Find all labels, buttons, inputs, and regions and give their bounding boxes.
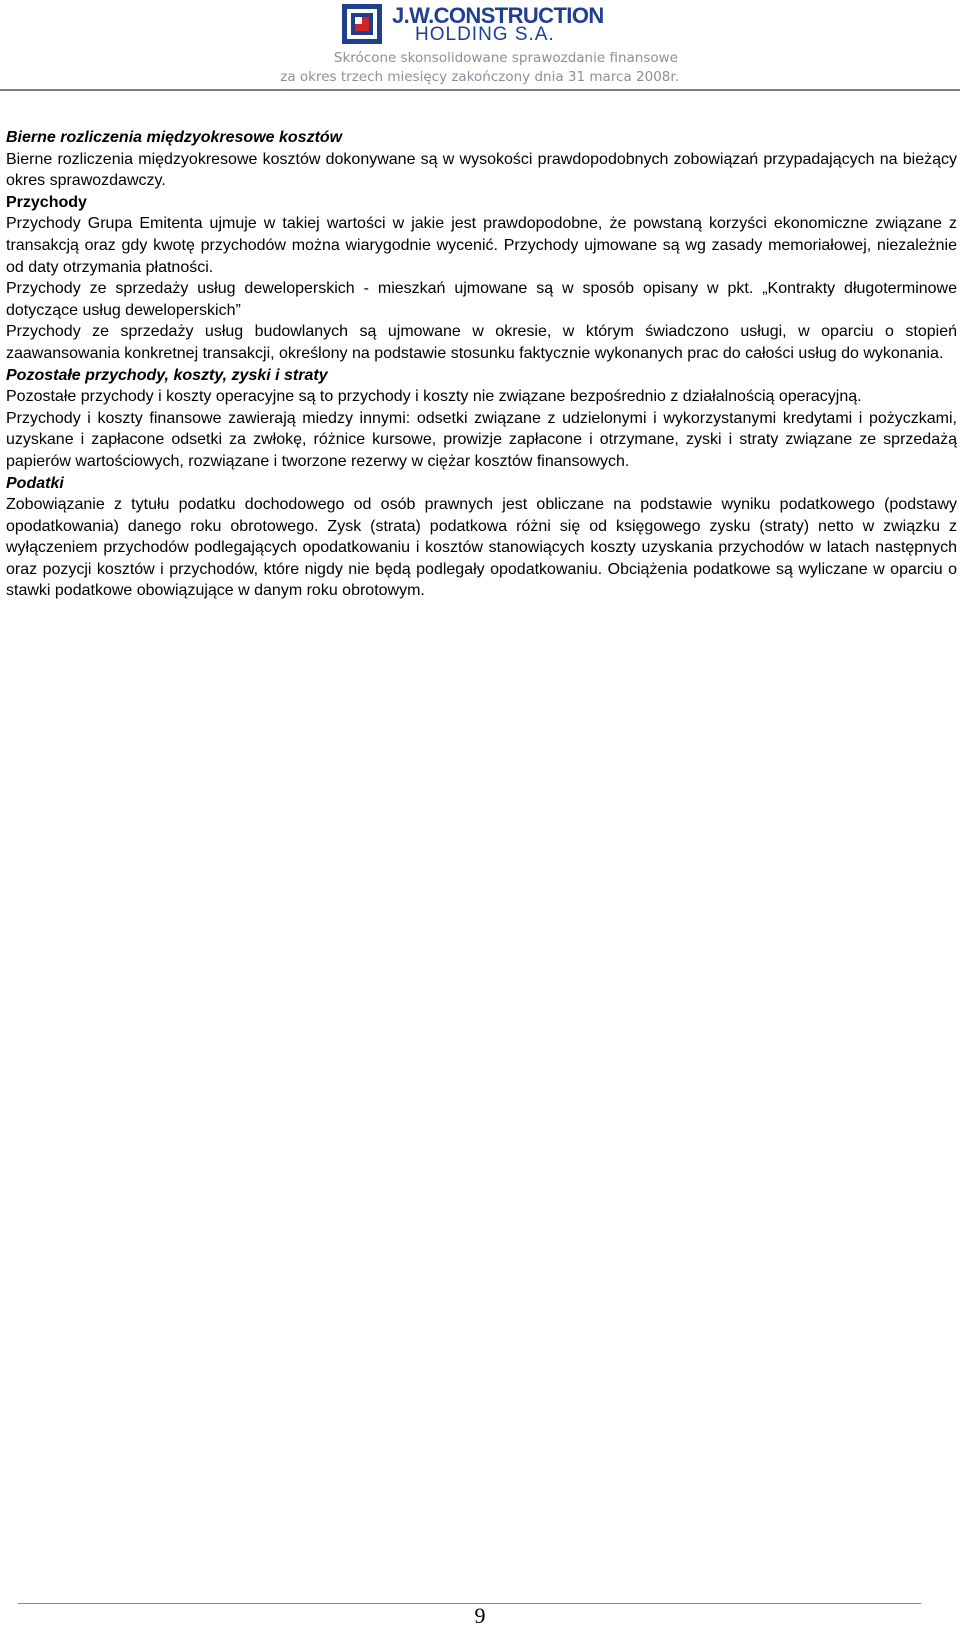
report-title: Skrócone skonsolidowane sprawozdanie finansowe	[333, 50, 678, 66]
paragraph-taxes: Zobowiązanie z tytułu podatku dochodowego od osób prawnych jest obliczane na podstawie wyniku podatkowego (podstawy opodatkowania) danego roku obrotowego. Zysk (strata) podatkowa różni się od księgowego zysku (straty) netto w związku z wyłączeniem przychodów podlegających opodatkowaniu i kosztów stanowiących koszty uzyskania przychodów w latach następnych oraz pozycji kosztów i przychodów, które nigdy nie będą podlegały opodatkowaniu. Obciążenia podatkowe są wyliczane w oparciu o stawki podatkowe obowiązujące w danym roku obrotowym.	[6, 496, 957, 600]
logo-wordmark: J.W.CONSTRUCTION	[392, 3, 604, 28]
paragraph-other-income-2: Przychody i koszty finansowe zawierają miedzy innymi: odsetki związane z udzielonymi i wykorzystanymi kredytami i pożyczkami, uzyskane i zapłacone odsetki za zwłokę, różnice kursowe, prowizje zapłacone i otrzymane, zyski i straty związane ze sprzedażą papierów wartościowych, rozwiązane i tworzone rezerwy w ciężar kosztów finansowych.	[6, 409, 957, 470]
page-header	[0, 0, 960, 92]
paragraph-accruals: Bierne rozliczenia międzyokresowe kosztów dokonywane są w wysokości prawdopodobnych zobowiązań przypadających na bieżący okres sprawozdawczy.	[6, 150, 957, 190]
company-logo-icon	[342, 4, 382, 44]
page-number: 9	[474, 1603, 486, 1628]
document-body	[6, 127, 957, 602]
paragraph-other-income-1: Pozostałe przychody i koszty operacyjne są to przychody i koszty nie związane bezpośrednio z działalnością operacyjną.	[6, 388, 862, 406]
section-heading-taxes: Podatki	[6, 474, 64, 492]
logo-subtitle: HOLDING S.A.	[415, 24, 555, 45]
paragraph-revenue-3: Przychody ze sprzedaży usług budowlanych są ujmowane w okresie, w którym świadczono usługi, w oparciu o stopień zaawansowania konkretnej transakcji, określony na podstawie stosunku faktycznie wykonanych prac do całości usług do wykonania.	[6, 323, 957, 362]
header-divider	[0, 89, 960, 91]
report-period: za okres trzech miesięcy zakończony dnia 31 marca 2008r.	[280, 69, 679, 85]
section-heading-revenue: Przychody	[6, 193, 87, 211]
section-heading-other-income: Pozostałe przychody, koszty, zyski i straty	[6, 366, 328, 384]
paragraph-revenue-1: Przychody Grupa Emitenta ujmuje w takiej wartości w jakie jest prawdopodobne, że powstaną korzyści ekonomiczne związane z transakcją oraz gdy kwotę przychodów można wiarygodnie wycenić. Przychody ujmowane są wg zasady memoriałowej, niezależnie od daty otrzymania płatności.	[6, 215, 957, 276]
paragraph-revenue-2: Przychody ze sprzedaży usług deweloperskich - mieszkań ujmowane są w sposób opisany w pkt. „Kontrakty długoterminowe dotyczące usług deweloperskich”	[6, 280, 957, 319]
section-heading-accruals: Bierne rozliczenia międzyokresowe kosztów	[6, 129, 343, 146]
